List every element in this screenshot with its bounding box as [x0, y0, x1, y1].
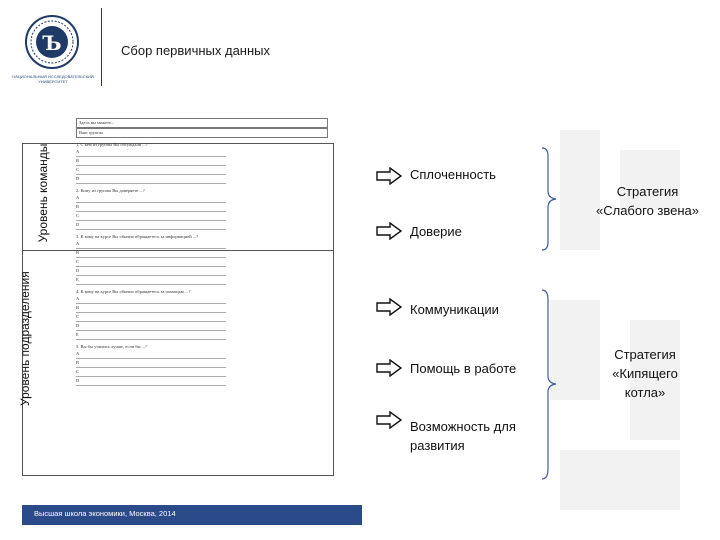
survey-option: E — [76, 331, 226, 340]
survey-option: C — [76, 258, 226, 267]
survey-option: A — [76, 240, 226, 249]
survey-option: C — [76, 313, 226, 322]
survey-option: D — [76, 377, 226, 386]
survey-header-row: Здесь вы можете... — [76, 118, 328, 128]
strategy-weak-link-line2: «Слабого звена» — [596, 203, 699, 218]
survey-option: B — [76, 203, 226, 212]
item-development-line1: Возможность для — [410, 419, 516, 434]
survey-option: C — [76, 212, 226, 221]
survey-option: B — [76, 304, 226, 313]
survey-question: 3. К кому на курсе Вы обычно обращаетесь за информацией ...? — [76, 234, 199, 239]
item-communication: Коммуникации — [410, 302, 499, 317]
logo-caption: НАЦИОНАЛЬНЫЙ ИССЛЕДОВАТЕЛЬСКИЙ УНИВЕРСИТЕТ — [12, 74, 94, 84]
survey-option: B — [76, 359, 226, 368]
survey-question: 2. Кому из группы Вы доверяете ...? — [76, 188, 145, 193]
footer-text: Высшая школа экономики, Москва, 2014 — [34, 509, 176, 518]
survey-option: C — [76, 368, 226, 377]
item-help: Помощь в работе — [410, 361, 517, 376]
level-label-team: Уровень команды — [36, 143, 50, 243]
svg-text:Ъ: Ъ — [42, 31, 62, 55]
survey-question: 5. Вы бы учились лучше, если бы ...? — [76, 344, 148, 349]
survey-option: A — [76, 194, 226, 203]
arrow-right-icon — [376, 167, 402, 185]
arrow-right-icon — [376, 222, 402, 240]
page-title: Сбор первичных данных — [121, 43, 270, 58]
header-divider — [101, 8, 102, 86]
survey-form — [76, 118, 328, 386]
level-label-department: Уровень подразделения — [18, 271, 32, 406]
survey-question: 1. С кем из группы Вы обсуждали ...? — [76, 142, 148, 147]
strategy-boiling-pot-line2: «Кипящего — [612, 366, 678, 381]
survey-question: 4. К кому на курсе Вы обычно обращаетесь за помощью ...? — [76, 289, 191, 294]
survey-option: A — [76, 148, 226, 157]
strategy-weak-link-line1: Стратегия — [616, 184, 679, 199]
footer-bar — [22, 505, 362, 525]
survey-option: E — [76, 276, 226, 285]
right-brace-icon — [540, 288, 560, 481]
strategy-boiling-pot-line1: Стратегия — [614, 347, 676, 362]
survey-option: C — [76, 166, 226, 175]
right-brace-icon — [540, 146, 560, 252]
strategy-boiling-pot — [580, 345, 710, 402]
arrow-right-icon — [376, 298, 402, 316]
item-development — [410, 417, 516, 455]
item-cohesion: Сплоченность — [410, 167, 496, 182]
survey-option: B — [76, 249, 226, 258]
survey-option: D — [76, 322, 226, 331]
survey-option: D — [76, 221, 226, 230]
item-development-line2: развития — [410, 438, 465, 453]
survey-option: A — [76, 295, 226, 304]
item-trust: Доверие — [410, 224, 462, 239]
arrow-right-icon — [376, 411, 402, 429]
survey-header-row: Ваш группы — [76, 128, 328, 138]
arrow-right-icon — [376, 359, 402, 377]
survey-option: B — [76, 157, 226, 166]
strategy-boiling-pot-line3: котла» — [624, 385, 666, 400]
strategy-weak-link — [575, 182, 720, 220]
survey-option: D — [76, 267, 226, 276]
survey-option: A — [76, 350, 226, 359]
survey-option: D — [76, 175, 226, 184]
